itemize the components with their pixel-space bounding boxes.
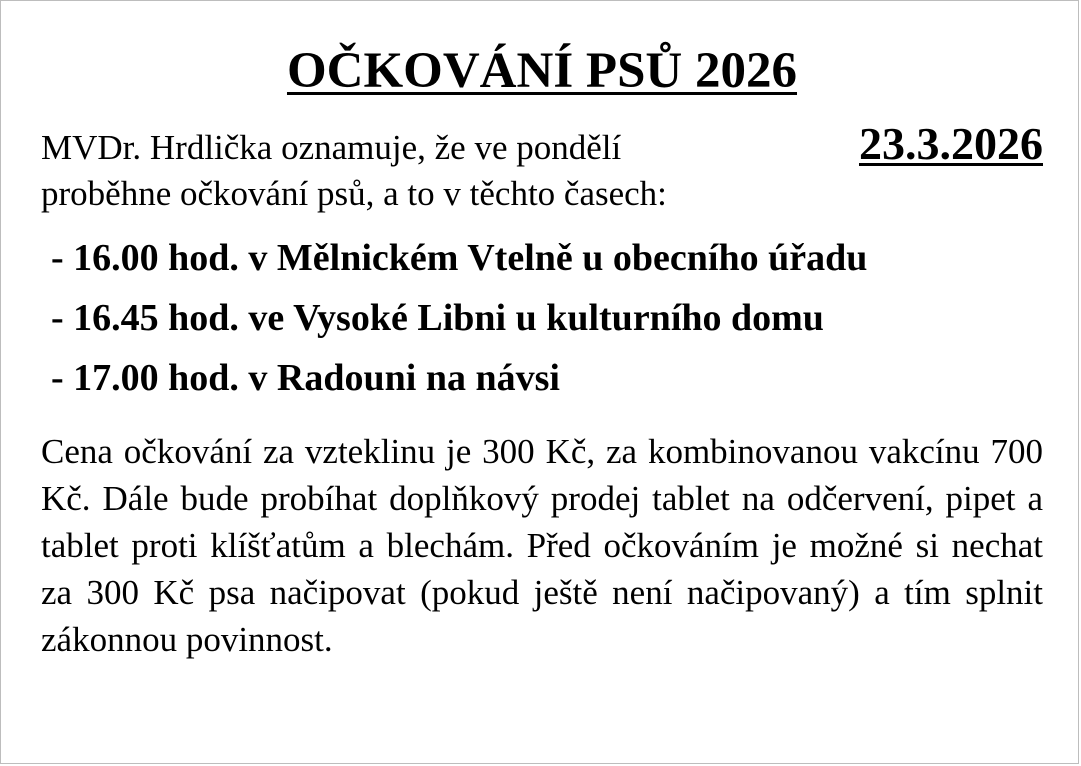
vaccination-date: 23.3.2026 [859, 118, 1043, 169]
schedule-list [41, 228, 1043, 408]
intro-start-text: MVDr. Hrdlička oznamuje, že ve pondělí [41, 128, 622, 167]
schedule-item: - 16.45 hod. ve Vysoké Libni u kulturního domu [51, 297, 824, 339]
schedule-item: - 17.00 hod. v Radouni na návsi [51, 357, 560, 399]
notice-title [41, 41, 1043, 101]
intro-first-line [41, 118, 1043, 171]
intro-paragraph [41, 118, 1043, 216]
intro-end-text: proběhne očkování psů, a to v těchto časech: [41, 174, 667, 213]
notice-content [41, 41, 1043, 663]
price-paragraph: Cena očkování za vzteklinu je 300 Kč, za kombinovanou vakcínu 700 Kč. Dále bude probíhat doplňkový prodej tablet na odčervení, pipet a tablet proti klíšťatům a blechám. Před očkováním je možné si nechat za 300 Kč psa načipovat (pokud ještě není načipovaný) a tím splnit zákonnou povinnost. [41, 432, 1043, 659]
notice-title-text: OČKOVÁNÍ PSŮ 2026 [286, 43, 798, 99]
schedule-item: - 16.00 hod. v Mělnickém Vtelně u obecního úřadu [51, 237, 868, 279]
